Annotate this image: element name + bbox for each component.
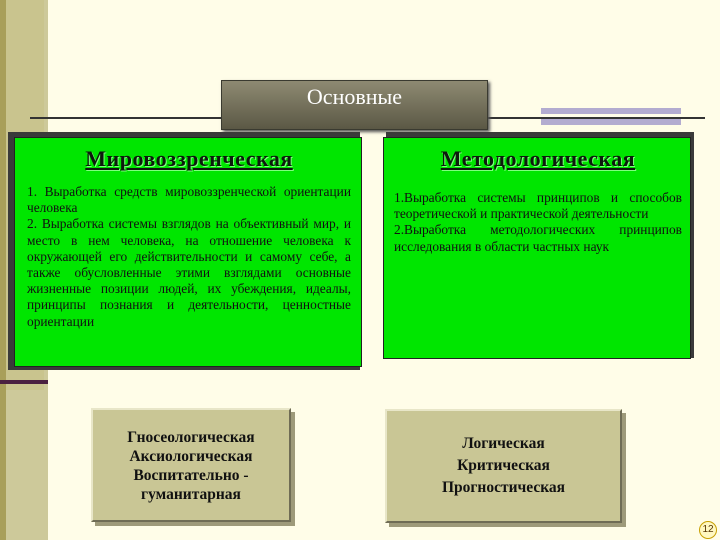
right-panel (383, 137, 691, 359)
title-box (221, 80, 488, 130)
left-panel-line: 2. Выработка системы взглядов на объективный мир, и место в нем человека, на отношение человека к окружающей его действительности и самому себе, а также обусловленные этими взглядами основные жизненные позиции людей, их убеждения, идеалы, принципы познания и деятельности, ценностные ориентации (27, 216, 351, 329)
left-panel-heading: Мировоззренческая (85, 146, 293, 171)
page-number: 12 (699, 521, 717, 539)
right-panel-line: 1.Выработка системы принципов и способов теоретической и практической деятельности (394, 190, 682, 222)
right-box-line: Критическая (457, 457, 550, 474)
left-panel-body (27, 184, 351, 330)
left-panel (14, 137, 362, 367)
left-panel-line: 1. Выработка средств мировоззренческой ориентации человека (27, 184, 351, 216)
right-panel-body (394, 190, 682, 255)
decor-square (541, 108, 681, 114)
right-box-line: Логическая (462, 435, 545, 452)
right-box (385, 409, 622, 523)
right-panel-heading: Методологическая (440, 146, 636, 171)
left-decor-stripe (0, 380, 48, 384)
right-panel-line: 2.Выработка методологических принципов исследования в области частных наук (394, 222, 682, 254)
left-box (91, 408, 291, 522)
decor-square (541, 119, 681, 125)
left-box-line: Воспитательно - (133, 467, 249, 484)
right-box-line: Прогностическая (441, 479, 566, 496)
left-box-line: Аксиологическая (129, 448, 253, 465)
left-box-line: гуманитарная (141, 486, 241, 503)
left-box-line: Гносеологическая (127, 429, 255, 446)
title-text: Основные (306, 84, 403, 109)
